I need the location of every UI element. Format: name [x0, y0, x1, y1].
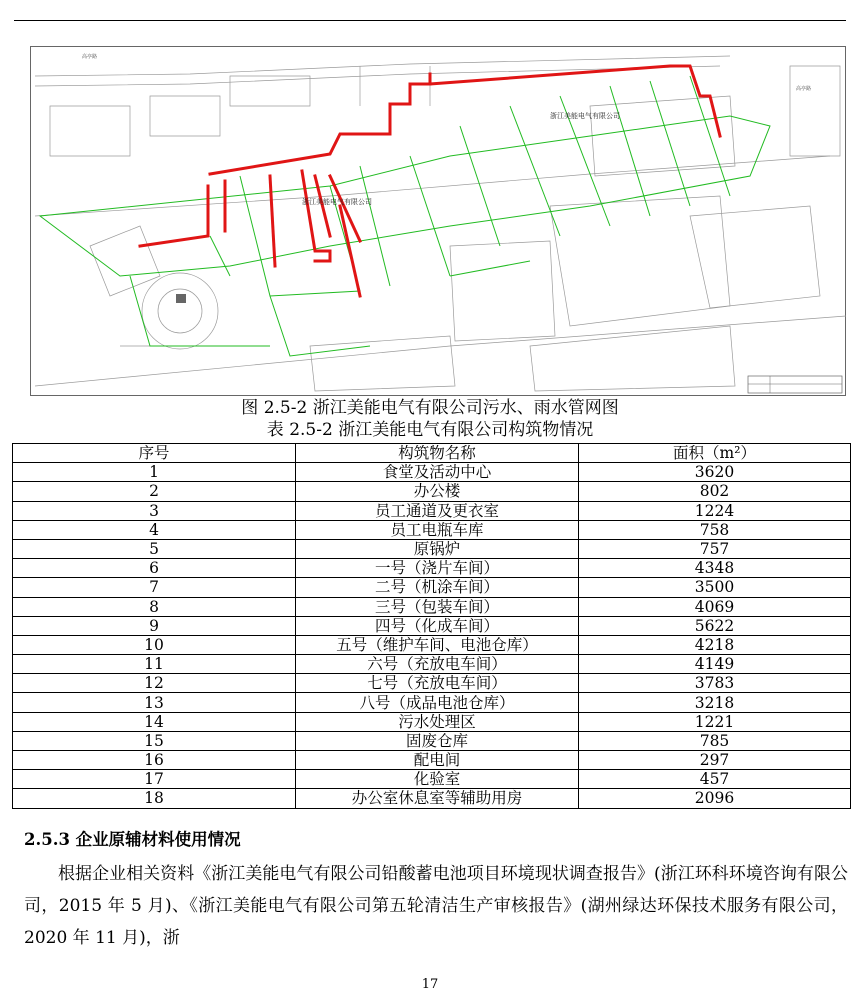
- table-row: [13, 674, 851, 693]
- page-number: 17: [421, 977, 439, 992]
- table-row: [13, 655, 851, 674]
- map-block: [176, 294, 186, 303]
- cell-index: 3: [13, 501, 296, 520]
- cell-name: 二号（机涂车间）: [296, 578, 579, 597]
- map-legend: [748, 376, 842, 393]
- cell-area: 2096: [579, 789, 851, 808]
- figure-caption: 图 2.5-2 浙江美能电气有限公司污水、雨水管网图: [241, 398, 619, 418]
- header-rule: [14, 20, 846, 21]
- cell-index: 10: [13, 635, 296, 654]
- cell-area: 785: [579, 731, 851, 750]
- cell-index: 5: [13, 539, 296, 558]
- map-label-company-center: 浙江美能电气有限公司: [302, 198, 372, 206]
- pipe-network-drawing: [30, 46, 846, 396]
- table-row: [13, 539, 851, 558]
- cell-name: 固废仓库: [296, 731, 579, 750]
- cell-area: 457: [579, 770, 851, 789]
- cell-index: 7: [13, 578, 296, 597]
- table-row: [13, 559, 851, 578]
- cell-name: 办公室休息室等辅助用房: [296, 789, 579, 808]
- cell-area: 4218: [579, 635, 851, 654]
- pipe-network-map: [30, 46, 846, 396]
- cell-index: 8: [13, 597, 296, 616]
- cell-name: 员工电瓶车库: [296, 520, 579, 539]
- map-label-road-right: 高亭路: [796, 86, 812, 92]
- cell-name: 三号（包装车间）: [296, 597, 579, 616]
- table-row: [13, 482, 851, 501]
- table-row: [13, 635, 851, 654]
- cell-name: 污水处理区: [296, 712, 579, 731]
- cell-name: 一号（浇片车间）: [296, 559, 579, 578]
- cell-area: 1221: [579, 712, 851, 731]
- cell-name: 食堂及活动中心: [296, 463, 579, 482]
- cell-area: 4348: [579, 559, 851, 578]
- table-row: [13, 770, 851, 789]
- table-row: [13, 731, 851, 750]
- cell-area: 5622: [579, 616, 851, 635]
- table-row: [13, 693, 851, 712]
- cell-index: 9: [13, 616, 296, 635]
- cell-name: 办公楼: [296, 482, 579, 501]
- table-row: [13, 616, 851, 635]
- cell-index: 6: [13, 559, 296, 578]
- cell-area: 757: [579, 539, 851, 558]
- cell-name: 配电间: [296, 751, 579, 770]
- table-row: [13, 463, 851, 482]
- header-area: 面积（m²）: [579, 444, 851, 463]
- map-label-road-left: 高亭路: [82, 54, 98, 60]
- cell-area: 802: [579, 482, 851, 501]
- cell-name: 原锅炉: [296, 539, 579, 558]
- cell-index: 14: [13, 712, 296, 731]
- cell-area: 3783: [579, 674, 851, 693]
- header-index: 序号: [13, 444, 296, 463]
- cell-index: 18: [13, 789, 296, 808]
- cell-name: 员工通道及更衣室: [296, 501, 579, 520]
- cell-name: 八号（成品电池仓库）: [296, 693, 579, 712]
- cell-index: 12: [13, 674, 296, 693]
- table-row: [13, 712, 851, 731]
- cell-name: 化验室: [296, 770, 579, 789]
- cell-index: 15: [13, 731, 296, 750]
- table-header-row: [13, 444, 851, 463]
- cell-area: 4069: [579, 597, 851, 616]
- table-row: [13, 751, 851, 770]
- cell-index: 11: [13, 655, 296, 674]
- cell-index: 17: [13, 770, 296, 789]
- map-label-company-main: 浙江美能电气有限公司: [550, 112, 620, 120]
- header-name: 构筑物名称: [296, 444, 579, 463]
- cell-index: 4: [13, 520, 296, 539]
- cell-name: 五号（维护车间、电池仓库）: [296, 635, 579, 654]
- cell-index: 13: [13, 693, 296, 712]
- cell-index: 1: [13, 463, 296, 482]
- cell-name: 七号（充放电车间）: [296, 674, 579, 693]
- cell-area: 3218: [579, 693, 851, 712]
- cell-index: 16: [13, 751, 296, 770]
- cell-name: 四号（化成车间）: [296, 616, 579, 635]
- cell-area: 3500: [579, 578, 851, 597]
- cell-area: 297: [579, 751, 851, 770]
- table-caption: 表 2.5-2 浙江美能电气有限公司构筑物情况: [266, 420, 594, 440]
- table-row: [13, 578, 851, 597]
- table-row: [13, 789, 851, 808]
- table-row: [13, 597, 851, 616]
- body-paragraph: 根据企业相关资料《浙江美能电气有限公司铅酸蓄电池项目环境现状调查报告》(浙江环科环境咨询有限公司，2015 年 5 月)、《浙江美能电气有限公司第五轮清洁生产审核报告》(湖州绿达环保技术服务有限公司，2020 年 11 月)，浙: [24, 864, 848, 948]
- map-frame: [31, 47, 846, 396]
- section-heading: 2.5.3 企业原辅材料使用情况: [24, 830, 241, 849]
- cell-index: 2: [13, 482, 296, 501]
- table-row: [13, 501, 851, 520]
- cell-area: 758: [579, 520, 851, 539]
- cell-area: 4149: [579, 655, 851, 674]
- table-row: [13, 520, 851, 539]
- cell-area: 3620: [579, 463, 851, 482]
- cell-area: 1224: [579, 501, 851, 520]
- buildings-table: [12, 443, 851, 809]
- cell-name: 六号（充放电车间）: [296, 655, 579, 674]
